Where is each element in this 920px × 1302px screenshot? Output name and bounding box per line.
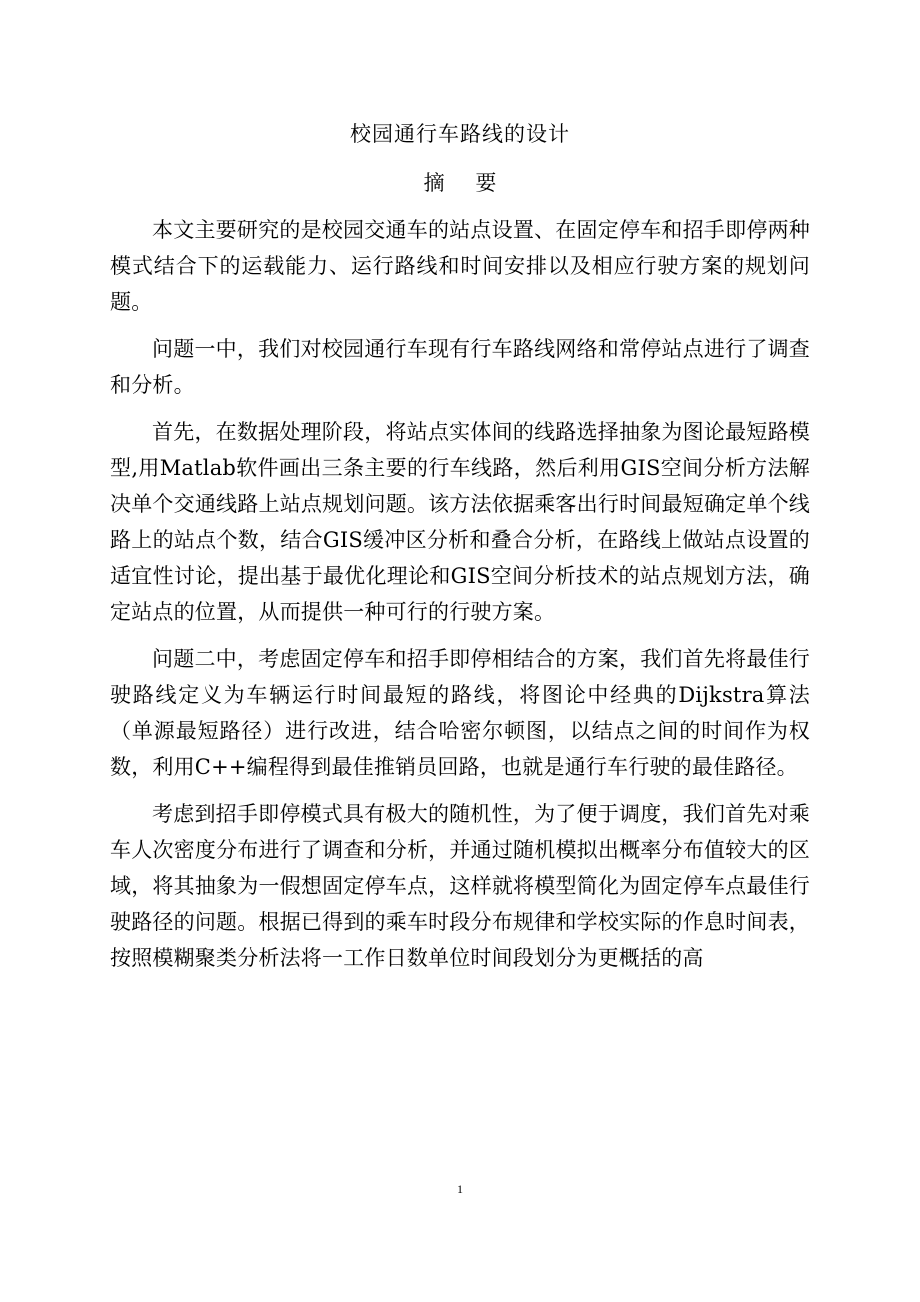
abstract-heading: 摘 要: [423, 171, 509, 195]
paragraph: 问题一中，我们对校园通行车现有行车路线网络和常停站点进行了调查和分析。: [110, 337, 810, 397]
paragraph: 本文主要研究的是校园交通车的站点设置、在固定停车和招手即停两种模式结合下的运载能力、运行路线和时间安排以及相应行驶方案的规划问题。: [110, 218, 810, 314]
paragraph: 问题二中，考虑固定停车和招手即停相结合的方案，我们首先将最佳行驶路线定义为车辆运行时间最短的路线，将图论中经典的Dijkstra算法（单源最短路径）进行改进，结合哈密尔顿图，以结点之间的时间作为权数，利用C++编程得到最佳推销员回路，也就是通行车行驶的最佳路径。: [110, 647, 810, 779]
paragraph: 首先，在数据处理阶段，将站点实体间的线路选择抽象为图论最短路模型,用Matlab软件画出三条主要的行车线路，然后利用GIS空间分析方法解决单个交通线路上站点规划问题。该方法依据乘客出行时间最短确定单个线路上的站点个数，结合GIS缓冲区分析和叠合分析，在路线上做站点设置的适宜性讨论，提出基于最优化理论和GIS空间分析技术的站点规划方法，确定站点的位置，从而提供一种可行的行驶方案。: [110, 420, 810, 624]
abstract-body: [110, 212, 810, 987]
page-number: 1: [457, 1182, 463, 1196]
paragraph: 考虑到招手即停模式具有极大的随机性，为了便于调度，我们首先对乘车人次密度分布进行了调查和分析，并通过随机模拟出概率分布值较大的区域，将其抽象为一假想固定停车点，这样就将模型简化为固定停车点最佳行驶路径的问题。根据已得到的乘车时段分布规律和学校实际的作息时间表，按照模糊聚类分析法将一工作日数单位时间段划分为更概括的高: [110, 802, 810, 970]
document-title: 校园通行车路线的设计: [350, 122, 570, 146]
